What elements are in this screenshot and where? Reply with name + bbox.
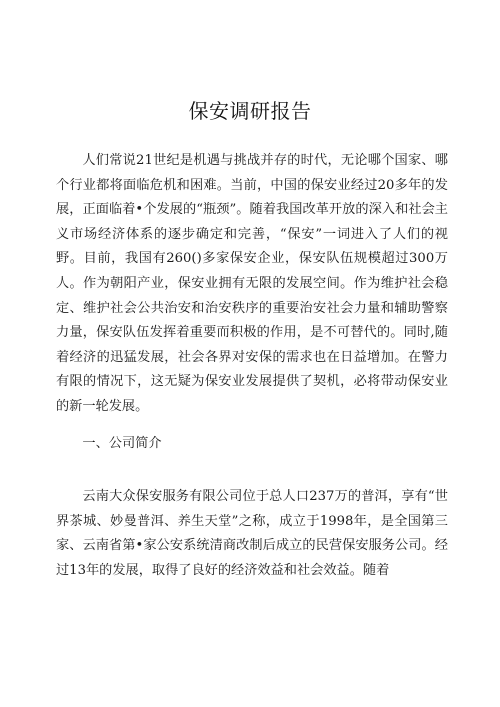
section-heading-company-profile: 一、公司简介 bbox=[82, 436, 162, 451]
document-title: 保安调研报告 bbox=[188, 99, 312, 123]
intro-paragraph: 人们常说21世纪是机遇与挑战并存的时代，无论哪个国家、哪个行业都将面临危机和困难。当前，中国的保安业经过20多年的发展，正面临着•个发展的“瓶颈”。随着我国改革开放的深入和社会主义市场经济体系的逐步确定和完善，“保安”一词进入了人们的视野。目前，我国有260()多家保安企业，保安队伍规模超过300万人。作为朝阳产业，保安业拥有无限的发展空间。作为维护社会稳定、维护社会公共治安和治安秩序的重要治安社会力量和辅助警察力量，保安队伍发挥着重要而积极的作用，是不可替代的。同时,随着经济的迅猛发展，社会各界对安保的需求也在日益增加。在警力有限的情况下，这无疑为保安业发展提供了契机，必将带动保安业的新一轮发展。 bbox=[56, 153, 448, 414]
company-profile-paragraph: 云南大众保安服务有限公司位于总人口237万的普洱，享有“世界茶城、妙曼普洱、养生天堂”之称，成立于1998年，是全国第三家、云南省第•家公安系统清商改制后成立的民营保安服务公司。经过13年的发展，取得了良好的经济效益和社会效益。随着 bbox=[56, 489, 448, 578]
